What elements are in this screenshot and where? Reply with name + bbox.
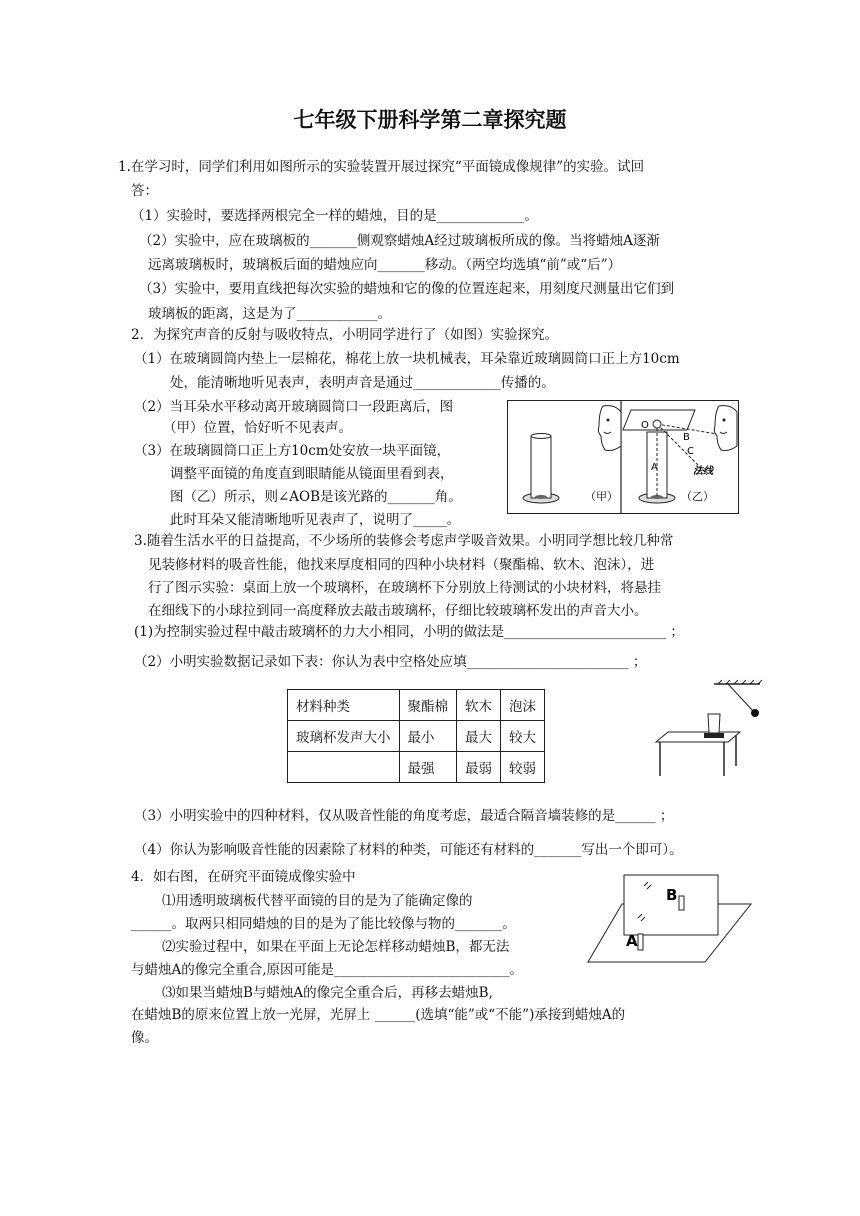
candle-b [679,896,684,910]
candle-a [638,934,643,950]
q2-line-5: （甲）位置，恰好听不见表声。 [163,420,352,436]
label-o: O [641,420,649,431]
material-table [287,689,545,783]
q3-line-2: 见装修材料的吸音性能，他找来厚度相同的四种小块材料（聚酯棉、软木、泡沫），进 [148,557,655,573]
mirror-figure [588,874,752,964]
q1-line-6: （3）实验中，要用直线把每次实验的蜡烛和它的像的位置连起来，用刻度尺测量出它们到 [139,281,675,297]
table-cell: 最小 [399,721,457,752]
q4-line-7: 在蜡烛B的原来位置上放一光屏，光屏上 ______(选填“能”或“不能”)承接到蜡烛A的 [131,1007,626,1023]
table-cell [288,752,400,783]
q2-line-7: 调整平面镜的角度直到眼睛能从镜面里看到表， [170,466,454,482]
table-cell: 玻璃杯发声大小 [288,721,400,752]
q3-sub-2: （2）小明实验数据记录如下表：你认为表中空格处应填________________________ ； [134,654,647,670]
table-cell: 最弱 [457,752,501,783]
q3-sub-3: （3）小明实验中的四种材料，仅从吸音性能的角度考虑，最适合隔音墙装修的是______ ； [134,808,674,824]
q3-line-4: 在细线下的小球拉到同一高度释放去敲击玻璃杯，仔细比较玻璃杯发出的声音大小。 [148,603,648,619]
q4-line-1: 4．如右图，在研究平面镜成像实验中 [131,869,356,885]
q3-line-1: 3.随着生活水平的日益提高，不少场所的装修会考虑声学吸音效果。小明同学想比较几种常 [134,533,674,549]
q2-line-9: 此时耳朵又能清晰地听见表声了，说明了_____。 [170,512,461,528]
glass-plate [624,875,718,935]
q2-line-8: 图（乙）所示，则∠AOB是该光路的_______角。 [170,489,462,505]
q2-line-3: 处，能清晰地听见表声，表明声音是通过_____________传播的。 [170,375,555,391]
table-cell: 材料种类 [288,690,400,721]
face-jia [598,406,621,451]
table-row [288,690,545,721]
table-top [656,732,740,742]
q4-line-5: 与蜡烛A的像完全重合,原因可能是__________________________。 [131,962,524,978]
table-cell: 聚酯棉 [399,690,457,721]
q2-line-4: （2）当耳朵水平移动离开玻璃圆筒口一段距离后，图 [134,399,454,415]
q1-line-5: 远离玻璃板时，玻璃板后面的蜡烛应向_______移动。（两空均选填“前”或“后”） [148,257,622,273]
q3-sub-1: (1)为控制实验过程中敲击玻璃杯的力大小相同，小明的做法是________________________ ； [134,624,684,640]
label-normal: 法线 [693,466,713,477]
table-row [288,752,545,783]
table-cell: 泡沫 [501,690,545,721]
q4-line-6: ⑶如果当蜡烛B与蜡烛A的像完全重合后，再移去蜡烛B, [162,985,493,1001]
q2-line-1: 2．为探究声音的反射与吸收特点，小明同学进行了（如图）实验探究。 [131,327,559,343]
table-cell: 软木 [457,690,501,721]
q1-line-3: （1）实验时，要选择两根完全一样的蜡烛，目的是_____________。 [131,208,538,224]
point-o [653,420,661,428]
table-cell: 最强 [399,752,457,783]
page-title: 七年级下册科学第二章探究题 [293,108,567,132]
glass-cup [708,714,720,733]
q2-line-6: （3）在玻璃圆筒口正上方10cm处安放一块平面镜， [134,443,451,459]
label-jia: （甲） [585,490,618,503]
q3-line-3: 行了图示实验：桌面上放一个玻璃杯，在玻璃杯下分别放上待测试的小块材料，将悬挂 [148,580,661,596]
q4-line-4: ⑵实验过程中，如果在平面上无论怎样移动蜡烛B，都无法 [162,939,510,955]
q1-line-7: 玻璃板的距离，这是为了____________。 [148,306,391,322]
q1-line-2: 答： [131,183,158,199]
q4-line-8: 像。 [131,1030,158,1046]
label-c: C [687,446,694,457]
q4-line-2: ⑴用透明玻璃板代替平面镜的目的是为了能确定像的 [162,893,473,909]
face-yi [714,406,737,451]
ball [751,709,759,717]
label-candle-b: B [666,886,678,904]
q4-line-3: ______。取两只相同蜡烛的目的是为了能比较像与物的_______。 [131,916,516,932]
string [728,684,754,712]
table-cell: 最大 [457,721,501,752]
q1-line-4: （2）实验中，应在玻璃板的_______侧观察蜡烛A经过玻璃板所成的像。当将蜡烛A逐渐 [139,233,660,249]
table-cell: 较大 [501,721,545,752]
q2-figure [507,400,739,514]
label-a: A [651,462,658,473]
label-yi: （乙） [681,490,714,503]
material-block [704,733,724,738]
table-row [288,721,545,752]
q1-line-1: 1.在学习时，同学们利用如图所示的实验装置开展过探究“平面镜成像规律”的实验。试回 [118,159,645,175]
label-b: B [683,432,690,443]
q2-line-2: （1）在玻璃圆筒内垫上一层棉花，棉花上放一块机械表，耳朵靠近玻璃圆筒口正上方10cm [134,351,680,367]
q3-sub-4: （4）你认为影响吸音性能的因素除了材料的种类，可能还有材料的_______写出一个即可）。 [134,842,683,858]
label-candle-a: A [626,932,638,950]
table-cell: 较弱 [501,752,545,783]
pendulum-figure [648,680,768,780]
